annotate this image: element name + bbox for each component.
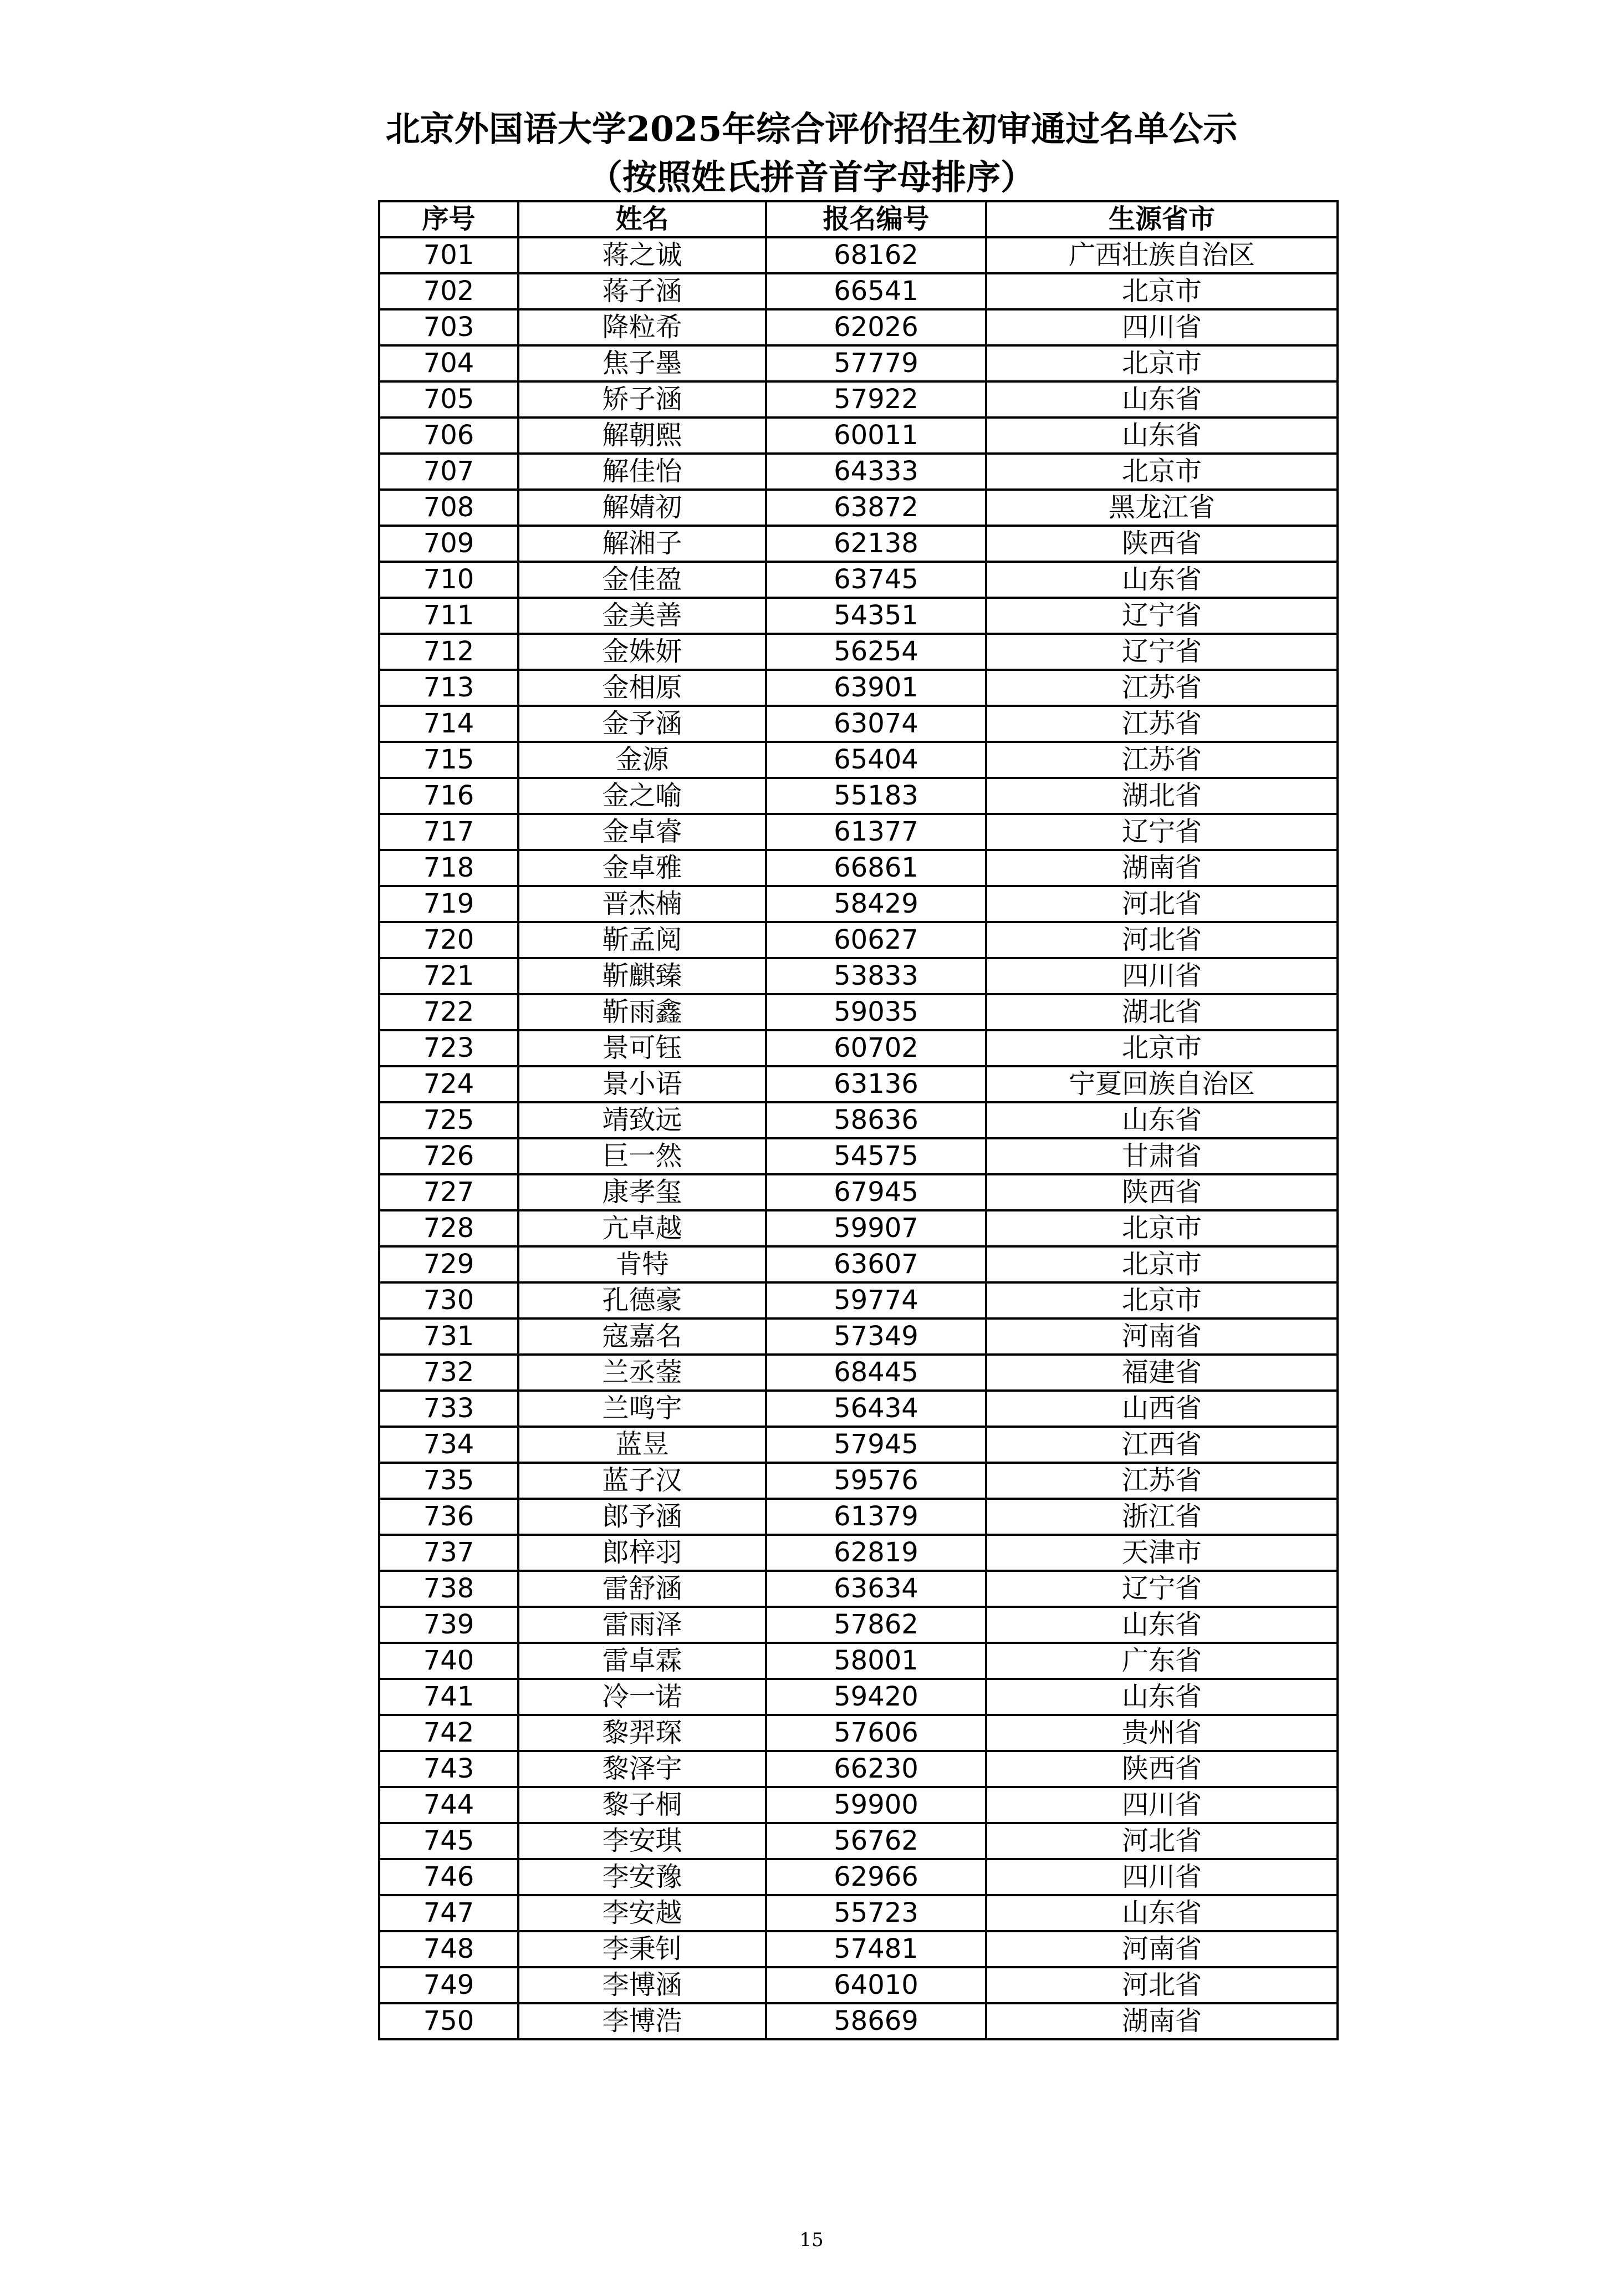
cell-registration-number: 60702 [766,1030,986,1066]
cell-province: 山东省 [986,1895,1338,1931]
cell-province: 黑龙江省 [986,490,1338,526]
cell-province: 北京市 [986,454,1338,490]
table-row [379,958,1338,994]
cell-serial-number: 711 [379,598,518,634]
cell-name: 靳孟阅 [518,922,766,958]
cell-province: 山东省 [986,1102,1338,1138]
cell-name: 李博涵 [518,1967,766,2003]
table-row [379,1138,1338,1174]
cell-serial-number: 722 [379,994,518,1030]
table-row [379,526,1338,562]
cell-province: 福建省 [986,1355,1338,1391]
cell-serial-number: 739 [379,1607,518,1643]
cell-province: 四川省 [986,309,1338,345]
cell-registration-number: 54351 [766,598,986,634]
cell-serial-number: 728 [379,1210,518,1246]
cell-province: 辽宁省 [986,814,1338,850]
cell-registration-number: 63607 [766,1246,986,1282]
table-row [379,381,1338,418]
cell-registration-number: 57606 [766,1715,986,1751]
cell-serial-number: 749 [379,1967,518,2003]
cell-province: 山东省 [986,418,1338,454]
cell-registration-number: 59900 [766,1787,986,1823]
table-row [379,1571,1338,1607]
cell-registration-number: 60011 [766,418,986,454]
cell-registration-number: 57922 [766,381,986,418]
cell-name: 蒋子涵 [518,273,766,309]
table-row [379,1859,1338,1895]
cell-name: 金姝妍 [518,634,766,670]
cell-name: 景可钰 [518,1030,766,1066]
cell-name: 蓝子汉 [518,1463,766,1499]
table-row [379,634,1338,670]
cell-serial-number: 709 [379,526,518,562]
cell-registration-number: 58429 [766,886,986,922]
cell-registration-number: 57779 [766,345,986,381]
cell-name: 金卓雅 [518,850,766,886]
cell-name: 解婧初 [518,490,766,526]
table-row [379,1355,1338,1391]
cell-registration-number: 68162 [766,237,986,273]
cell-name: 黎泽宇 [518,1751,766,1787]
table-row [379,814,1338,850]
cell-registration-number: 63745 [766,562,986,598]
cell-province: 广东省 [986,1643,1338,1679]
document-subtitle: （按照姓氏拼音首字母排序） [588,157,1035,197]
cell-name: 金佳盈 [518,562,766,598]
cell-registration-number: 57945 [766,1427,986,1463]
cell-serial-number: 746 [379,1859,518,1895]
cell-name: 金卓睿 [518,814,766,850]
cell-registration-number: 55723 [766,1895,986,1931]
cell-serial-number: 738 [379,1571,518,1607]
table-row [379,1823,1338,1859]
table-row [379,1751,1338,1787]
cell-name: 李秉钊 [518,1931,766,1967]
cell-registration-number: 59035 [766,994,986,1030]
cell-province: 江苏省 [986,742,1338,778]
cell-name: 李安琪 [518,1823,766,1859]
cell-serial-number: 715 [379,742,518,778]
cell-name: 靖致远 [518,1102,766,1138]
cell-serial-number: 716 [379,778,518,814]
cell-registration-number: 54575 [766,1138,986,1174]
cell-province: 北京市 [986,345,1338,381]
table-row [379,309,1338,345]
table-header-row [379,201,1338,237]
cell-serial-number: 727 [379,1174,518,1210]
table-row [379,1931,1338,1967]
cell-serial-number: 708 [379,490,518,526]
cell-province: 广西壮族自治区 [986,237,1338,273]
table-row [379,454,1338,490]
table-row [379,1066,1338,1102]
header-province: 生源省市 [986,201,1338,237]
cell-name: 金相原 [518,670,766,706]
cell-name: 焦子墨 [518,345,766,381]
cell-province: 北京市 [986,1030,1338,1066]
cell-serial-number: 719 [379,886,518,922]
table-row [379,1174,1338,1210]
cell-province: 陕西省 [986,526,1338,562]
table-row [379,345,1338,381]
cell-name: 亢卓越 [518,1210,766,1246]
cell-province: 河北省 [986,886,1338,922]
cell-name: 肯特 [518,1246,766,1282]
cell-name: 解朝熙 [518,418,766,454]
cell-registration-number: 55183 [766,778,986,814]
cell-registration-number: 57862 [766,1607,986,1643]
cell-province: 山东省 [986,562,1338,598]
cell-registration-number: 63136 [766,1066,986,1102]
cell-name: 晋杰楠 [518,886,766,922]
table-row [379,1210,1338,1246]
cell-registration-number: 56254 [766,634,986,670]
cell-serial-number: 721 [379,958,518,994]
cell-serial-number: 702 [379,273,518,309]
cell-name: 金之喻 [518,778,766,814]
cell-province: 江西省 [986,1427,1338,1463]
table-row [379,562,1338,598]
cell-serial-number: 712 [379,634,518,670]
cell-serial-number: 742 [379,1715,518,1751]
table-row [379,490,1338,526]
cell-serial-number: 743 [379,1751,518,1787]
cell-province: 湖南省 [986,2003,1338,2039]
cell-serial-number: 730 [379,1282,518,1318]
cell-name: 冷一诺 [518,1679,766,1715]
cell-registration-number: 57481 [766,1931,986,1967]
cell-province: 河北省 [986,922,1338,958]
cell-province: 河南省 [986,1318,1338,1355]
cell-province: 山东省 [986,381,1338,418]
cell-serial-number: 718 [379,850,518,886]
cell-serial-number: 720 [379,922,518,958]
cell-registration-number: 66861 [766,850,986,886]
cell-name: 康孝玺 [518,1174,766,1210]
table-body [379,237,1338,2039]
cell-serial-number: 713 [379,670,518,706]
cell-registration-number: 63074 [766,706,986,742]
cell-registration-number: 59576 [766,1463,986,1499]
cell-serial-number: 714 [379,706,518,742]
cell-province: 湖北省 [986,778,1338,814]
cell-serial-number: 748 [379,1931,518,1967]
cell-registration-number: 64333 [766,454,986,490]
cell-name: 寇嘉名 [518,1318,766,1355]
cell-province: 江苏省 [986,706,1338,742]
cell-serial-number: 703 [379,309,518,345]
cell-province: 天津市 [986,1535,1338,1571]
table-row [379,237,1338,273]
cell-name: 黎羿琛 [518,1715,766,1751]
cell-registration-number: 64010 [766,1967,986,2003]
page-number: 15 [799,2229,824,2251]
cell-serial-number: 745 [379,1823,518,1859]
table-row [379,850,1338,886]
table-row [379,2003,1338,2039]
cell-serial-number: 710 [379,562,518,598]
admission-list-table [378,200,1339,2040]
table-row [379,1895,1338,1931]
cell-serial-number: 736 [379,1499,518,1535]
cell-registration-number: 58636 [766,1102,986,1138]
cell-registration-number: 56434 [766,1391,986,1427]
cell-province: 河南省 [986,1931,1338,1967]
cell-province: 辽宁省 [986,598,1338,634]
cell-name: 李博浩 [518,2003,766,2039]
cell-registration-number: 63634 [766,1571,986,1607]
cell-province: 陕西省 [986,1751,1338,1787]
cell-name: 金源 [518,742,766,778]
cell-registration-number: 60627 [766,922,986,958]
cell-name: 雷雨泽 [518,1607,766,1643]
cell-registration-number: 61377 [766,814,986,850]
cell-name: 雷卓霖 [518,1643,766,1679]
cell-name: 巨一然 [518,1138,766,1174]
cell-name: 李安豫 [518,1859,766,1895]
cell-province: 山东省 [986,1607,1338,1643]
cell-registration-number: 59420 [766,1679,986,1715]
cell-name: 蒋之诚 [518,237,766,273]
cell-name: 蓝昱 [518,1427,766,1463]
cell-serial-number: 741 [379,1679,518,1715]
table-row [379,1030,1338,1066]
table-row [379,742,1338,778]
cell-serial-number: 706 [379,418,518,454]
table-row [379,1535,1338,1571]
cell-registration-number: 58001 [766,1643,986,1679]
cell-province: 山西省 [986,1391,1338,1427]
cell-name: 雷舒涵 [518,1571,766,1607]
cell-registration-number: 63901 [766,670,986,706]
cell-serial-number: 723 [379,1030,518,1066]
table-row [379,1102,1338,1138]
cell-registration-number: 68445 [766,1355,986,1391]
cell-province: 山东省 [986,1679,1338,1715]
cell-province: 湖南省 [986,850,1338,886]
cell-serial-number: 750 [379,2003,518,2039]
cell-serial-number: 740 [379,1643,518,1679]
table-row [379,1607,1338,1643]
cell-province: 江苏省 [986,670,1338,706]
cell-serial-number: 737 [379,1535,518,1571]
cell-serial-number: 733 [379,1391,518,1427]
cell-serial-number: 735 [379,1463,518,1499]
cell-serial-number: 725 [379,1102,518,1138]
cell-registration-number: 59907 [766,1210,986,1246]
table-row [379,1787,1338,1823]
cell-province: 辽宁省 [986,634,1338,670]
table-row [379,1643,1338,1679]
cell-province: 宁夏回族自治区 [986,1066,1338,1102]
cell-name: 降粒希 [518,309,766,345]
table-row [379,1715,1338,1751]
cell-serial-number: 701 [379,237,518,273]
header-serial-number: 序号 [379,201,518,237]
cell-serial-number: 705 [379,381,518,418]
table-row [379,1679,1338,1715]
cell-name: 黎子桐 [518,1787,766,1823]
cell-name: 解湘子 [518,526,766,562]
table-row [379,778,1338,814]
cell-serial-number: 732 [379,1355,518,1391]
cell-province: 四川省 [986,958,1338,994]
document-title: 北京外国语大学2025年综合评价招生初审通过名单公示 [385,109,1238,149]
table-row [379,1318,1338,1355]
table-row [379,670,1338,706]
cell-province: 辽宁省 [986,1571,1338,1607]
cell-serial-number: 724 [379,1066,518,1102]
table-row [379,886,1338,922]
cell-name: 矫子涵 [518,381,766,418]
header-registration-number: 报名编号 [766,201,986,237]
table-row [379,994,1338,1030]
cell-province: 陕西省 [986,1174,1338,1210]
cell-serial-number: 744 [379,1787,518,1823]
cell-serial-number: 704 [379,345,518,381]
cell-province: 北京市 [986,273,1338,309]
cell-registration-number: 57349 [766,1318,986,1355]
cell-province: 贵州省 [986,1715,1338,1751]
cell-name: 解佳怡 [518,454,766,490]
cell-registration-number: 62819 [766,1535,986,1571]
cell-province: 四川省 [986,1859,1338,1895]
table-row [379,1246,1338,1282]
cell-serial-number: 729 [379,1246,518,1282]
cell-province: 湖北省 [986,994,1338,1030]
cell-registration-number: 65404 [766,742,986,778]
cell-name: 金予涵 [518,706,766,742]
table-row [379,1463,1338,1499]
cell-name: 郎梓羽 [518,1535,766,1571]
cell-registration-number: 53833 [766,958,986,994]
cell-registration-number: 62966 [766,1859,986,1895]
table-row [379,922,1338,958]
table-row [379,1499,1338,1535]
cell-registration-number: 62138 [766,526,986,562]
table-row [379,1282,1338,1318]
cell-name: 李安越 [518,1895,766,1931]
cell-province: 河北省 [986,1967,1338,2003]
cell-province: 北京市 [986,1246,1338,1282]
cell-name: 景小语 [518,1066,766,1102]
cell-serial-number: 731 [379,1318,518,1355]
cell-registration-number: 62026 [766,309,986,345]
cell-registration-number: 66541 [766,273,986,309]
cell-name: 兰丞蓥 [518,1355,766,1391]
table-row [379,598,1338,634]
cell-province: 北京市 [986,1282,1338,1318]
table-row [379,1967,1338,2003]
table-row [379,1427,1338,1463]
cell-name: 金美善 [518,598,766,634]
table-row [379,706,1338,742]
table-row [379,1391,1338,1427]
cell-registration-number: 61379 [766,1499,986,1535]
header-name: 姓名 [518,201,766,237]
cell-name: 孔德豪 [518,1282,766,1318]
cell-province: 河北省 [986,1823,1338,1859]
cell-serial-number: 734 [379,1427,518,1463]
cell-province: 江苏省 [986,1463,1338,1499]
cell-province: 甘肃省 [986,1138,1338,1174]
table-row [379,418,1338,454]
cell-registration-number: 56762 [766,1823,986,1859]
cell-name: 靳雨鑫 [518,994,766,1030]
cell-province: 四川省 [986,1787,1338,1823]
cell-registration-number: 58669 [766,2003,986,2039]
cell-serial-number: 717 [379,814,518,850]
table-row [379,273,1338,309]
cell-name: 郎予涵 [518,1499,766,1535]
cell-registration-number: 59774 [766,1282,986,1318]
cell-serial-number: 707 [379,454,518,490]
cell-serial-number: 747 [379,1895,518,1931]
cell-registration-number: 63872 [766,490,986,526]
cell-registration-number: 66230 [766,1751,986,1787]
cell-registration-number: 67945 [766,1174,986,1210]
cell-province: 浙江省 [986,1499,1338,1535]
cell-province: 北京市 [986,1210,1338,1246]
cell-name: 兰鸣宇 [518,1391,766,1427]
cell-serial-number: 726 [379,1138,518,1174]
cell-name: 靳麒臻 [518,958,766,994]
